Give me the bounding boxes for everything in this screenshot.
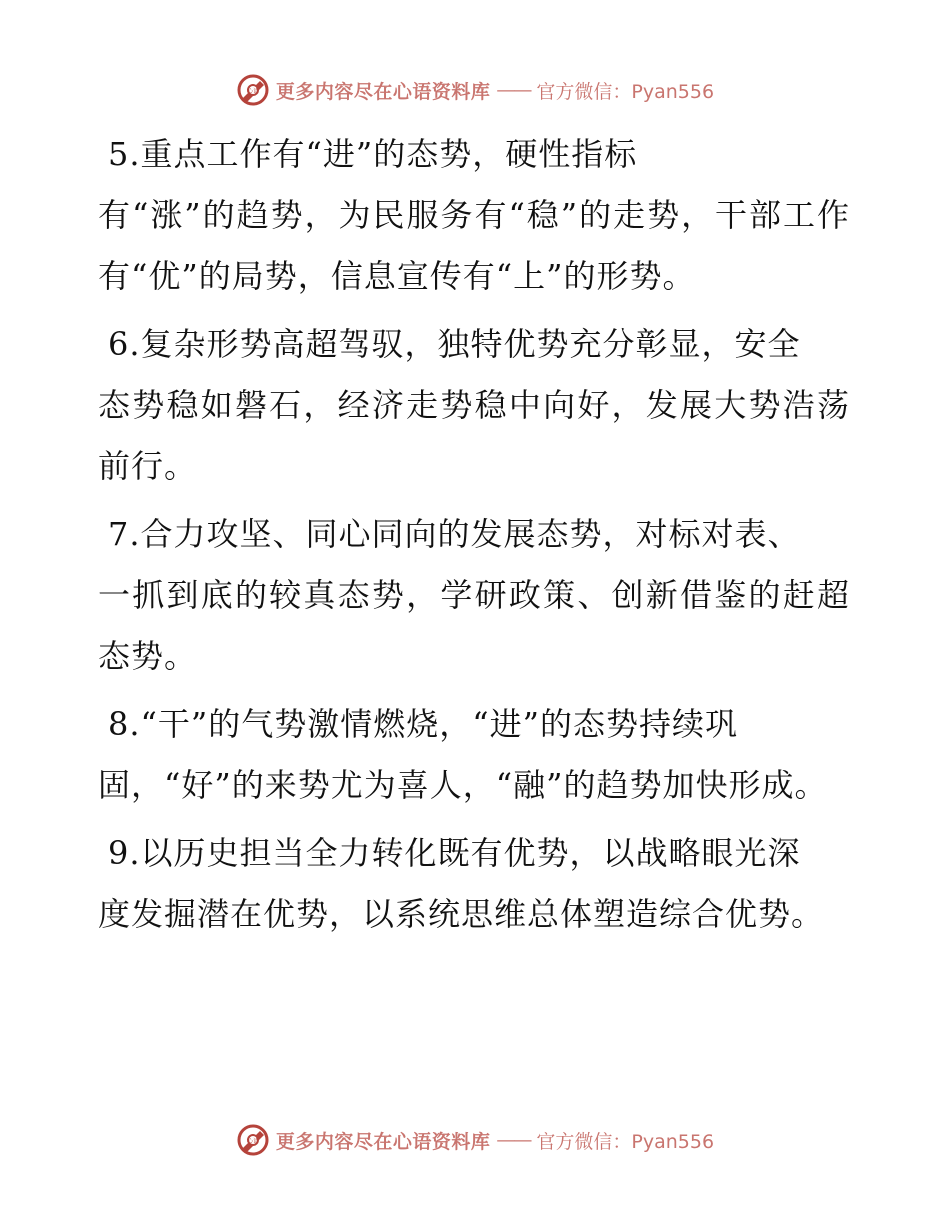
header-site-text: 更多内容尽在心语资料库 — [275, 80, 491, 103]
svg-text:心语: 心语 — [246, 1138, 259, 1145]
footer-site-text: 更多内容尽在心语资料库 — [275, 1130, 491, 1153]
paragraph-continuation: 度发掘潜在优势，以系统思维总体塑造综合优势。 — [98, 895, 825, 933]
header-dash: —— — [496, 79, 531, 101]
footer-banner — [0, 1120, 950, 1160]
paragraph-continuation: 态势稳如磐石，经济走势稳中向好，发展大势浩荡前行。 — [98, 386, 850, 485]
paragraph-first-line: 7.合力攻坚、同心同向的发展态势，对标对表、 — [108, 515, 801, 553]
paragraph-first-line: 5.重点工作有“进”的态势，硬性指标 — [108, 135, 638, 173]
paragraph-first-line: 9.以历史担当全力转化既有优势，以战略眼光深 — [108, 834, 801, 872]
footer-wechat: 官方微信：Pyan556 — [536, 1130, 715, 1153]
paragraph-5 — [98, 124, 850, 307]
svg-text:心语: 心语 — [246, 88, 259, 95]
paragraph-continuation: 有“涨”的趋势，为民服务有“稳”的走势，干部工作有“优”的局势，信息宣传有“上”的形势。 — [98, 196, 850, 295]
paragraph-continuation: 一抓到底的较真态势，学研政策、创新借鉴的赶超态势。 — [98, 576, 850, 675]
paragraph-continuation: 固，“好”的来势尤为喜人，“融”的趋势加快形成。 — [98, 766, 828, 804]
paragraph-8 — [98, 694, 850, 816]
header-wechat: 官方微信：Pyan556 — [536, 80, 715, 103]
header-banner — [0, 70, 950, 110]
footer-dash: —— — [496, 1129, 531, 1151]
paragraph-6 — [98, 314, 850, 497]
paragraph-9 — [98, 823, 850, 945]
document-body — [98, 124, 850, 952]
pen-logo-icon — [236, 73, 270, 107]
pen-logo-icon — [236, 1123, 270, 1157]
paragraph-7 — [98, 504, 850, 687]
paragraph-first-line: 8.“干”的气势激情燃烧，“进”的态势持续巩 — [108, 705, 738, 743]
paragraph-first-line: 6.复杂形势高超驾驭，独特优势充分彰显，安全 — [108, 325, 801, 363]
